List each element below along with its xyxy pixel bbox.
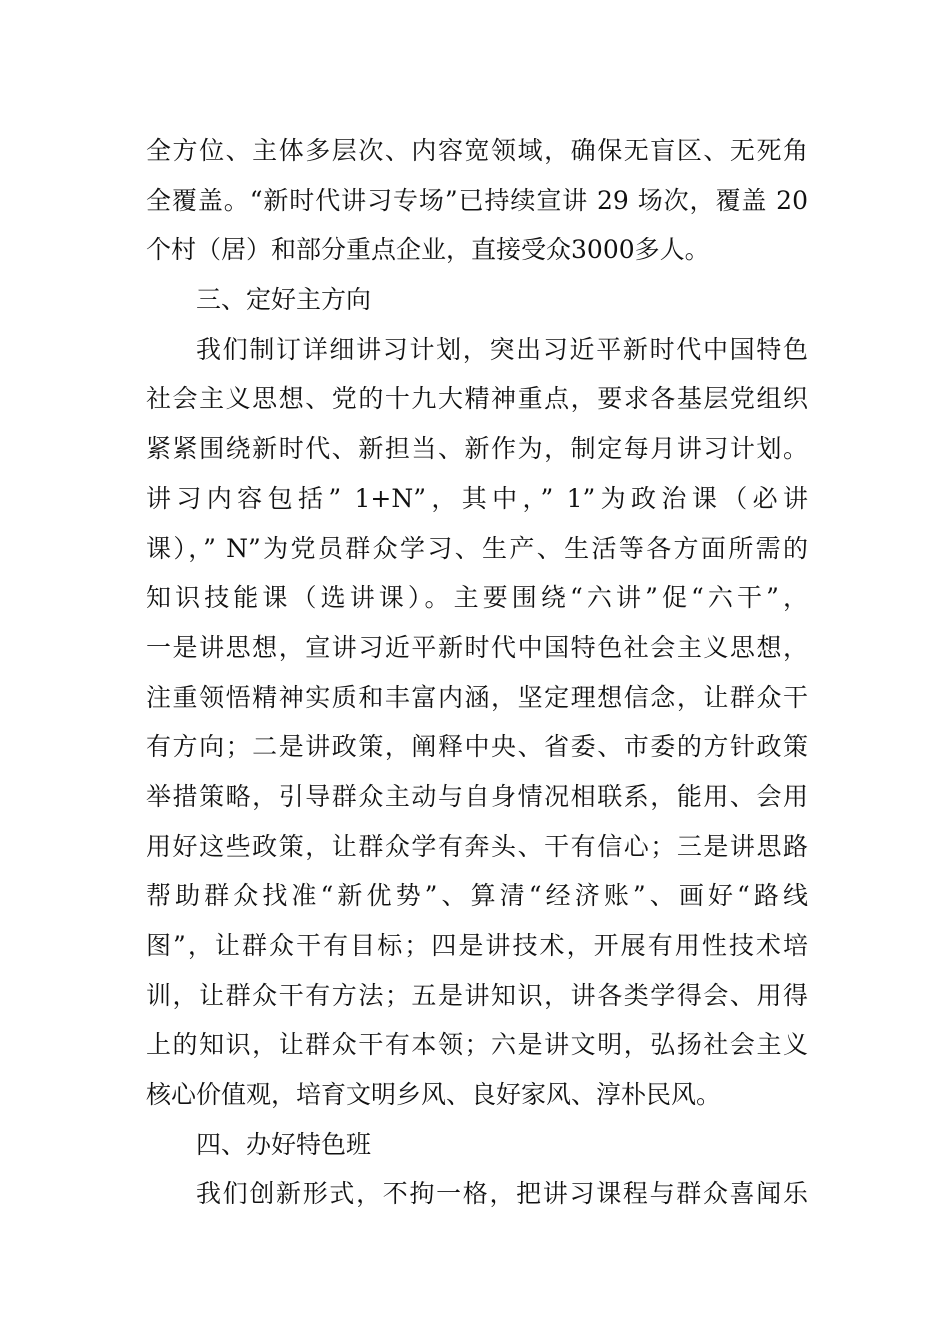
text-line: 讲习内容包括” 1+N”，其中，” 1”为政治课（必讲: [146, 483, 808, 513]
text-line: 一是讲思想，宣讲习近平新时代中国特色社会主义思想，: [146, 632, 808, 662]
text-line: 全覆盖。“新时代讲习专场”已持续宣讲 29 场次，覆盖 20: [146, 185, 808, 215]
text-line: 个村（居）和部分重点企业，直接受众3000多人。: [146, 235, 710, 265]
text-line: 全方位、主体多层次、内容宽领域，确保无盲区、无死角: [146, 136, 808, 165]
text-line: 核心价值观，培育文明乡风、良好家风、淳朴民风。: [146, 1080, 722, 1110]
text-line: 注重领悟精神实质和丰富内涵，坚定理想信念，让群众干: [146, 682, 808, 712]
text-line: 用好这些政策，让群众学有奔头、干有信心；三是讲思路: [146, 831, 808, 861]
section-heading-4: 四、办好特色班: [196, 1129, 372, 1159]
text-line: 社会主义思想、党的十九大精神重点，要求各基层党组织: [146, 384, 808, 414]
text-line: 帮助群众找准“新优势”、算清“经济账”、画好“路线: [146, 881, 808, 911]
text-line: 有方向；二是讲政策，阐释中央、省委、市委的方针政策: [146, 732, 808, 762]
section-heading-3: 三、定好主方向: [196, 285, 372, 315]
text-line: 图”，让群众干有目标；四是讲技术，开展有用性技术培: [146, 931, 808, 960]
text-line: 我们制订详细讲习计划，突出习近平新时代中国特色: [196, 334, 808, 364]
body-text: [146, 126, 808, 1219]
text-line: 上的知识，让群众干有本领；六是讲文明，弘扬社会主义: [146, 1030, 808, 1060]
text-line: 举措策略，引导群众主动与自身情况相联系，能用、会用: [146, 781, 808, 811]
text-line: 紧紧围绕新时代、新担当、新作为，制定每月讲习计划。: [146, 434, 808, 464]
text-line: 我们创新形式，不拘一格，把讲习课程与群众喜闻乐: [196, 1179, 808, 1209]
text-line: 知识技能课（选讲课）。主要围绕“六讲”促“六干”，: [146, 583, 808, 613]
text-line: 训，让群众干有方法；五是讲知识，讲各类学得会、用得: [146, 980, 808, 1010]
text-line: 课），” N”为党员群众学习、生产、生活等各方面所需的: [146, 533, 808, 563]
